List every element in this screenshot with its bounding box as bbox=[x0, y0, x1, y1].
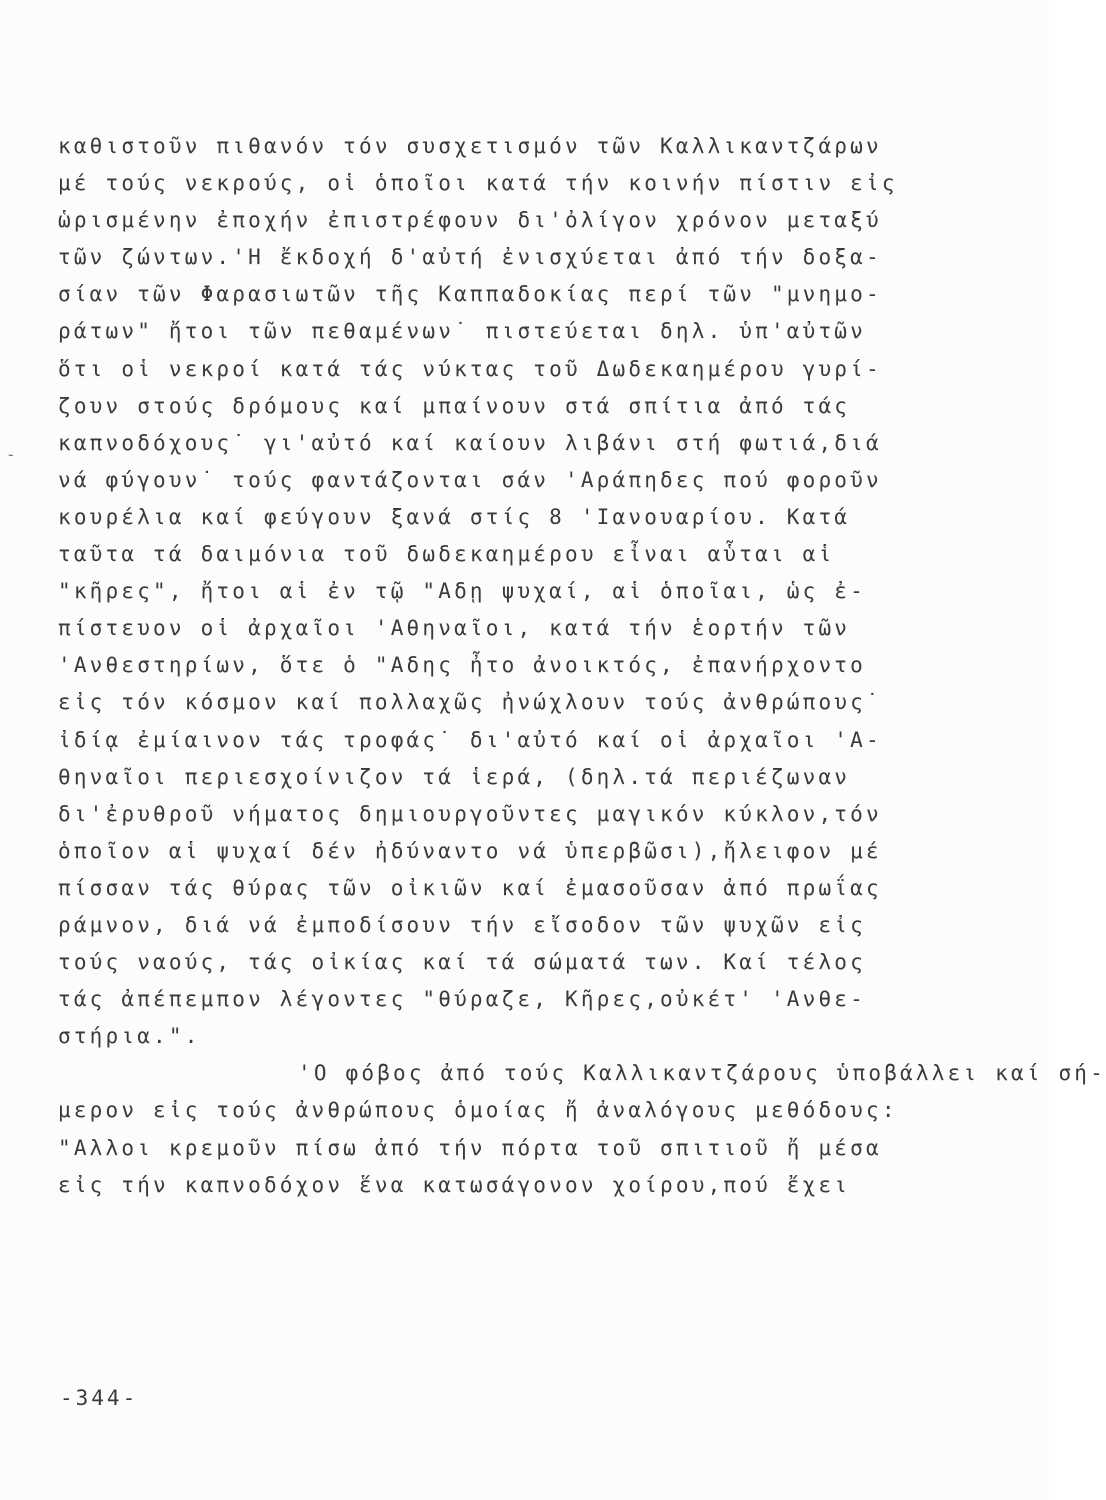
text-line: "κῆρες", ἤτοι αἱ ἐν τῷ "Αδῃ ψυχαί, αἱ ὁποῖαι, ὡς ἐ- bbox=[58, 579, 866, 604]
text-line: 'Ανθεστηρίων, ὅτε ὁ "Αδης ἦτο ἀνοικτός, ἐπανήρχοντο bbox=[58, 653, 866, 678]
text-line: δι'ἐρυθροῦ νήματος δημιουργοῦντες μαγικόν κύκλον,τόν bbox=[58, 801, 882, 826]
text-line: τῶν ζώντων.'Η ἔκδοχή δ'αὐτή ἐνισχύεται ἀπό τήν δοξα- bbox=[58, 245, 882, 270]
text-line: πίσσαν τάς θύρας τῶν οἰκιῶν καί ἐμασοῦσαν ἀπό πρωΐας bbox=[58, 875, 882, 900]
text-line: ὁποῖον αἱ ψυχαί δέν ἠδύναντο νά ὑπερβῶσι),ἤλειφον μέ bbox=[58, 838, 882, 863]
text-line: τούς ναούς, τάς οἰκίας καί τά σώματά των. Καί τέλος bbox=[58, 950, 866, 975]
paragraph-start-line: 'Ο φόβος ἀπό τούς Καλλικαντζάρους ὑποβάλλει καί σή- bbox=[298, 1061, 1106, 1086]
text-line: ὅτι οἱ νεκροί κατά τάς νύκτας τοῦ Δωδεκαημέρου γυρί- bbox=[58, 356, 882, 381]
text-line: θηναῖοι περιεσχοίνιζον τά ἱερά, (δηλ.τά περιέζωναν bbox=[58, 764, 851, 789]
text-line: κουρέλια καί φεύγουν ξανά στίς 8 'Ιανουαρίου. Κατά bbox=[58, 504, 851, 529]
text-line: μερον εἰς τούς ἀνθρώπους ὁμοίας ἤ ἀναλόγους μεθόδους: bbox=[58, 1098, 898, 1123]
page-number: -344- bbox=[60, 1386, 139, 1410]
text-line: ράτων" ἤτοι τῶν πεθαμένων˙ πιστεύεται δηλ. ὑπ'αὐτῶν bbox=[58, 319, 866, 344]
text-line: στήρια.". bbox=[58, 1024, 201, 1049]
text-line: εἰς τήν καπνοδόχον ἕνα κατωσάγονον χοίρου,πού ἔχει bbox=[58, 1172, 851, 1197]
text-line: ράμνον, διά νά ἐμποδίσουν τήν εἴσοδον τῶν ψυχῶν εἰς bbox=[58, 912, 866, 937]
text-line: πίστευον οἱ ἀρχαῖοι 'Αθηναῖοι, κατά τήν ἑορτήν τῶν bbox=[58, 616, 851, 641]
text-line: "Αλλοι κρεμοῦν πίσω ἀπό τήν πόρτα τοῦ σπιτιοῦ ἤ μέσα bbox=[58, 1135, 882, 1160]
text-line: ὡρισμένην ἐποχήν ἐπιστρέφουν δι'ὀλίγον χρόνον μεταξύ bbox=[58, 208, 882, 233]
text-line: τάς ἀπέπεμπον λέγοντες "θύραζε, Κῆρες,οὐκέτ' 'Ανθε- bbox=[58, 987, 866, 1012]
body-text bbox=[58, 128, 1106, 1204]
text-line: ταῦτα τά δαιμόνια τοῦ δωδεκαημέρου εἶναι αὗται αἱ bbox=[58, 542, 835, 567]
text-line: καπνοδόχους˙ γι'αὐτό καί καίουν λιβάνι στή φωτιά,διά bbox=[58, 430, 882, 455]
text-line: εἰς τόν κόσμον καί πολλαχῶς ἠνώχλουν τούς ἀνθρώπους˙ bbox=[58, 690, 882, 715]
text-line: νά φύγουν˙ τούς φαντάζονται σάν 'Αράπηδες πού φοροῦν bbox=[58, 467, 882, 492]
text-line: καθιστοῦν πιθανόν τόν συσχετισμόν τῶν Καλλικαντζάρων bbox=[58, 134, 882, 158]
text-line: ἰδίᾳ ἐμίαινον τάς τροφάς˙ δι'αὐτό καί οἱ ἀρχαῖοι 'Α- bbox=[58, 727, 882, 752]
text-line: ζουν στούς δρόμους καί μπαίνουν στά σπίτια ἀπό τάς bbox=[58, 393, 851, 418]
margin-mark: - bbox=[6, 445, 16, 464]
text-line: μέ τούς νεκρούς, οἱ ὁποῖοι κατά τήν κοινήν πίστιν εἰς bbox=[58, 171, 898, 196]
text-line: σίαν τῶν Φαρασιωτῶν τῆς Καππαδοκίας περί τῶν "μνημο- bbox=[58, 282, 882, 307]
